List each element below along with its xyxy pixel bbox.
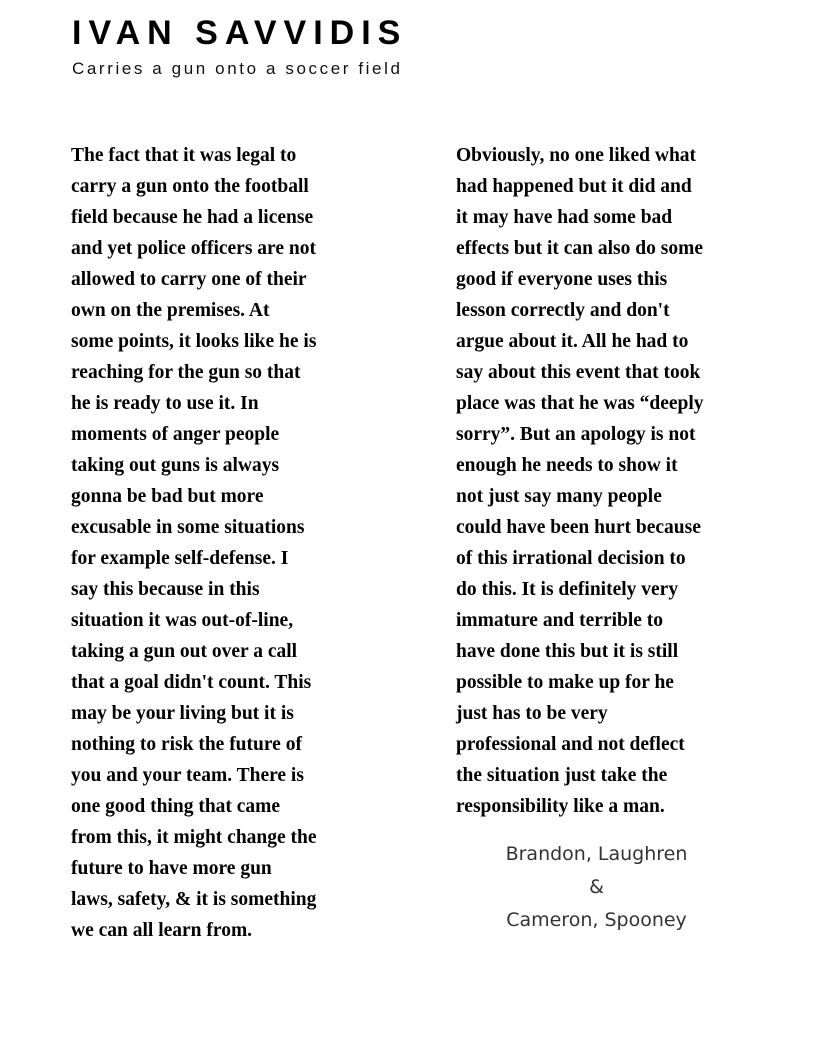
text-line: possible to make up for he — [456, 672, 674, 693]
text-line: moments of anger people — [71, 424, 280, 445]
text-line: do this. It is definitely very — [456, 579, 679, 600]
text-line: own on the premises. At — [71, 300, 270, 321]
text-line: responsibility like a man. — [456, 796, 665, 817]
text-line: from this, it might change the — [71, 827, 317, 848]
text-line: carry a gun onto the football — [71, 176, 309, 197]
text-line: taking a gun out over a call — [71, 641, 298, 662]
page-title: IVAN SAVVIDIS — [72, 14, 408, 52]
text-line: excusable in some situations — [71, 517, 305, 538]
text-line: laws, safety, & it is something — [71, 889, 317, 910]
author-credits — [480, 838, 713, 937]
text-line: not just say many people — [456, 486, 662, 507]
author-1: Brandon, Laughren — [505, 843, 688, 865]
text-line: reaching for the gun so that — [71, 362, 301, 383]
page-subtitle: Carries a gun onto a soccer field — [72, 59, 403, 78]
text-line: taking out guns is always — [71, 455, 280, 476]
text-line: enough he needs to show it — [456, 455, 678, 476]
text-line: some points, it looks like he is — [71, 331, 317, 352]
text-line: sorry”. But an apology is not — [456, 424, 696, 445]
text-line: place was that he was “deeply — [456, 393, 704, 414]
text-line: you and your team. There is — [71, 765, 304, 786]
text-line: have done this but it is still — [456, 641, 679, 662]
text-line: could have been hurt because — [456, 517, 701, 538]
text-line: one good thing that came — [71, 796, 281, 817]
text-line: the situation just take the — [456, 765, 668, 786]
text-line: argue about it. All he had to — [456, 331, 689, 352]
text-line: we can all learn from. — [71, 920, 253, 941]
text-line: had happened but it did and — [456, 176, 692, 197]
left-column-text — [71, 140, 317, 946]
text-line: of this irrational decision to — [456, 548, 686, 569]
text-line: good if everyone uses this — [456, 269, 668, 290]
ampersand: & — [589, 876, 604, 898]
author-2: Cameron, Spooney — [506, 909, 687, 931]
text-line: nothing to risk the future of — [71, 734, 302, 755]
text-line: may be your living but it is — [71, 703, 294, 724]
text-line: The fact that it was legal to — [71, 145, 297, 166]
text-line: situation it was out-of-line, — [71, 610, 294, 631]
text-line: it may have had some bad — [456, 207, 673, 228]
text-line: allowed to carry one of their — [71, 269, 307, 290]
text-line: say this because in this — [71, 579, 260, 600]
text-line: Obviously, no one liked what — [456, 145, 697, 166]
text-line: he is ready to use it. In — [71, 393, 259, 414]
text-line: gonna be bad but more — [71, 486, 264, 507]
text-line: just has to be very — [456, 703, 608, 724]
text-line: professional and not deflect — [456, 734, 685, 755]
text-line: immature and terrible to — [456, 610, 664, 631]
text-line: and yet police officers are not — [71, 238, 316, 259]
text-line: effects but it can also do some — [456, 238, 703, 259]
text-line: for example self-defense. I — [71, 548, 289, 569]
right-column-text — [456, 140, 704, 822]
text-line: lesson correctly and don't — [456, 300, 670, 321]
text-line: that a goal didn't count. This — [71, 672, 312, 693]
text-line: field because he had a license — [71, 207, 314, 228]
text-line: say about this event that took — [456, 362, 701, 383]
text-line: future to have more gun — [71, 858, 272, 879]
